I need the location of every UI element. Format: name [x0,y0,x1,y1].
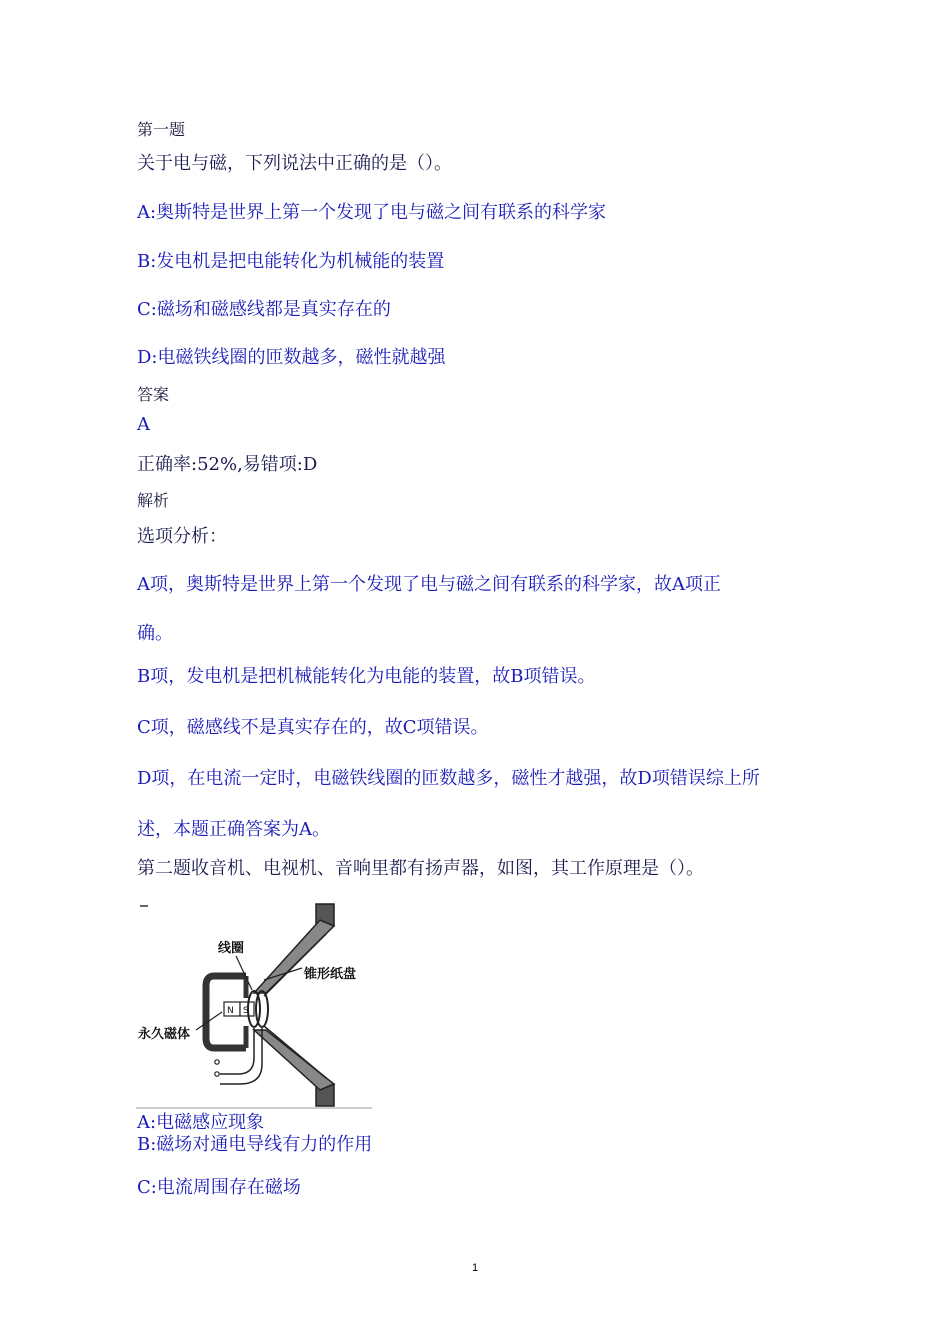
q1-option-b: B:发电机是把电能转化为机械能的装置 [137,251,445,272]
analysis-intro: 选项分析： [137,526,227,547]
cone-label: 锥形纸盘 [304,967,357,982]
magnet-north-label: N [227,1006,234,1016]
q1-stem: 关于电与磁，下列说法中正确的是（）。 [137,153,452,174]
answer-stats: 正确率:52%,易错项:D [137,454,318,475]
answer-value: A [137,414,150,435]
q2-option-a: A:电磁感应现象 [137,1112,265,1133]
q1-option-a: A:奥斯特是世界上第一个发现了电与磁之间有联系的科学家 [137,202,607,223]
q2-stem: 第二题收音机、电视机、音响里都有扬声器，如图，其工作原理是（）。 [137,858,704,879]
q1-option-d: D:电磁铁线圈的匝数越多，磁性就越强 [137,347,446,368]
loudspeaker-diagram [136,898,376,1110]
answer-label: 答案 [137,385,170,404]
analysis-line-b: B项，发电机是把机械能转化为电能的装置，故B项错误。 [137,666,596,687]
magnet-label: 永久磁体 [138,1027,191,1042]
q2-option-b: B:磁场对通电导线有力的作用 [137,1134,373,1155]
analysis-line-d: D项，在电流一定时，电磁铁线圈的匝数越多，磁性才越强，故D项错误综上所 [137,768,760,789]
q1-heading: 第一题 [137,120,186,139]
analysis-line-conclusion: 述，本题正确答案为A。 [137,819,330,840]
q2-option-c: C:电流周围存在磁场 [137,1177,301,1198]
analysis-line-a-cont: 确。 [137,623,173,644]
analysis-line-c: C项，磁感线不是真实存在的，故C项错误。 [137,717,489,738]
page-number: 1 [471,1262,479,1274]
analysis-line-a: A项，奥斯特是世界上第一个发现了电与磁之间有联系的科学家，故A项正 [137,574,721,595]
coil-label: 线圈 [218,941,245,956]
q1-option-c: C:磁场和磁感线都是真实存在的 [137,299,391,320]
analysis-label: 解析 [137,491,170,510]
magnet-south-label: S [243,1006,249,1016]
